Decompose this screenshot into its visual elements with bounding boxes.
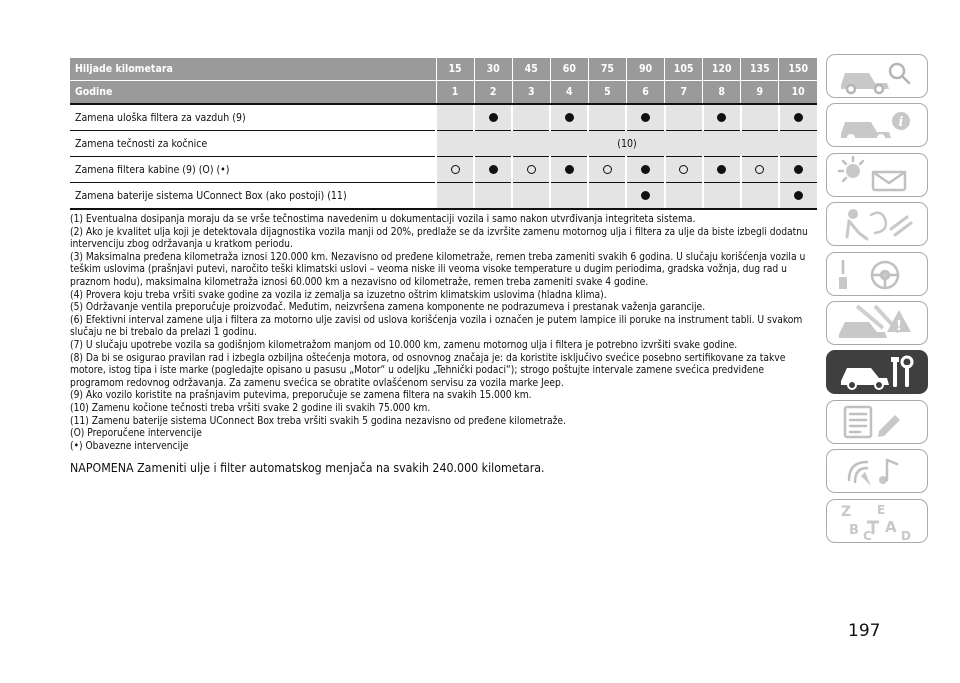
interval-cell [665, 105, 703, 131]
footnote: (•) Obavezne intervencije [70, 440, 189, 452]
table-row [70, 157, 817, 183]
year-header-cell: 2 [474, 81, 512, 104]
tab-car-info[interactable] [826, 103, 928, 147]
km-header-cell: 75 [588, 58, 626, 81]
interval-cell [550, 183, 588, 210]
recommended-ring [603, 165, 612, 174]
footnote: (4) Provera koju treba vršiti svake godine za vozila iz zemalja sa izuzetno oštrim klimatskim uslovima (hladna klima). [70, 289, 607, 301]
tab-road-warning[interactable] [826, 301, 928, 345]
interval-cell [703, 157, 741, 183]
footnote: (2) Ako je kvalitet ulja koji je detektovala dijagnostika vozila manji od 20%, predlaže se da izvršite zamenu motornog ulja i filtera za ulje da biste izbegli dodatnu intervenciju zbog održavanja u kratkom periodu. [70, 226, 808, 251]
year-header-cell: 1 [436, 81, 474, 104]
interval-cell [741, 183, 779, 210]
mandatory-dot [794, 191, 803, 200]
mandatory-dot [717, 113, 726, 122]
interval-cell [588, 183, 626, 210]
km-header-cell: 90 [626, 58, 664, 81]
svg-text:C: C [863, 528, 872, 542]
tab-service-maintenance[interactable] [826, 350, 928, 394]
year-header-cell: 3 [512, 81, 550, 104]
row-label: Zamena filtera kabine (9) (O) (•) [70, 157, 436, 183]
tab-steering-controls[interactable] [826, 252, 928, 296]
interval-cell [779, 105, 817, 131]
svg-text:i: i [898, 115, 904, 131]
recommended-ring [451, 165, 460, 174]
mandatory-dot [794, 165, 803, 174]
svg-text:B: B [849, 522, 859, 538]
document-list-icon [827, 401, 927, 443]
footnote: (8) Da bi se osigurao pravilan rad i izbegla ozbiljna oštećenja motora, od osnovnog značaja je: da koristite isključivo svećice posebno sertifikovane za takve motore, istog tipa i iste marke (pogledajte opisano u pasusu „Motor“ u odeljku „Tehnički podaci“); strogo poštujte intervale zamene svećica predviđene programom redovnog održavanja. Za zamenu svećica se obratite ovlašćenom servisu za vozila marke Jeep. [70, 352, 786, 389]
year-header-cell: 9 [741, 81, 779, 104]
year-header-cell: 6 [626, 81, 664, 104]
km-header-cell: 135 [741, 58, 779, 81]
car-service-tools-icon [827, 351, 927, 393]
interval-cell [741, 105, 779, 131]
interval-cell [474, 183, 512, 210]
interval-cell [626, 105, 664, 131]
year-header-cell: 4 [550, 81, 588, 104]
svg-text:Z: Z [841, 503, 852, 520]
interval-cell [550, 105, 588, 131]
mandatory-dot [565, 113, 574, 122]
km-header-label: Hiljade kilometara [70, 58, 436, 81]
interval-cell [703, 105, 741, 131]
km-header-cell: 60 [550, 58, 588, 81]
footnote: (5) Održavanje ventila preporučuje proizvođač. Međutim, neizvršena zamena komponente ne podrazumeva i prestanak važenja garancije. [70, 302, 706, 314]
footnote: (1) Eventualna dosipanja moraju da se vrše tečnostima navedenim u dokumentaciji vozila i samo nakon utvrđivanja integriteta sistema. [70, 214, 696, 225]
interval-cell [665, 157, 703, 183]
km-header-cell: 105 [665, 58, 703, 81]
mandatory-dot [641, 191, 650, 200]
car-info-icon [827, 104, 927, 146]
tab-multimedia[interactable] [826, 449, 928, 493]
tab-airbag[interactable] [826, 202, 928, 246]
interval-cell [436, 183, 474, 210]
row-label: Zamena tečnosti za kočnice [70, 131, 436, 157]
interval-cell [779, 157, 817, 183]
sun-warning-envelope-icon [827, 154, 927, 196]
year-header-cell: 7 [665, 81, 703, 104]
km-header-cell: 15 [436, 58, 474, 81]
km-header-cell: 30 [474, 58, 512, 81]
interval-cell [626, 157, 664, 183]
mandatory-dot [565, 165, 574, 174]
footnote: (3) Maksimalna pređena kilometraža iznosi 120.000 km. Nezavisno od pređene kilometraže, remen treba zameniti svakih 6 godina. U slučaju korišćenja vozila u teškim uslovima (prašnjavi putevi, naročito teški klimatski uslovi – veoma niske ili veoma visoke temperature u dugim periodima, gradska vožnja, dug rad u praznom hodu), maksimalna kilometraža iznosi 60.000 km a nezavisno od kilometraže, remen treba zameniti svake 4 godine. [70, 251, 806, 288]
mandatory-dot [489, 113, 498, 122]
svg-text:E: E [877, 502, 886, 517]
interval-cell [626, 183, 664, 210]
year-header-cell: 8 [703, 81, 741, 104]
mandatory-dot [794, 113, 803, 122]
recommended-ring [527, 165, 536, 174]
interval-cell [665, 183, 703, 210]
km-header-cell: 120 [703, 58, 741, 81]
interval-cell [550, 157, 588, 183]
year-header-cell: 10 [779, 81, 817, 104]
interval-cell [588, 157, 626, 183]
mandatory-dot [717, 165, 726, 174]
km-header-row [70, 58, 817, 81]
mandatory-dot [641, 165, 650, 174]
maintenance-table [70, 58, 817, 210]
footnote: (11) Zamenu baterije sistema UConnect Box treba vršiti svakih 5 godina nezavisno od pređene kilometraže. [70, 415, 566, 427]
alphabet-index-icon [827, 500, 927, 542]
steering-wheel-controls-icon [827, 253, 927, 295]
km-header-cell: 45 [512, 58, 550, 81]
airbag-person-icon [827, 203, 927, 245]
interval-cell [588, 105, 626, 131]
interval-cell [474, 157, 512, 183]
tab-documentation[interactable] [826, 400, 928, 444]
car-search-icon [827, 55, 927, 97]
mandatory-dot [641, 113, 650, 122]
interval-cell [703, 183, 741, 210]
svg-text:D: D [901, 528, 911, 542]
row-label: Zamena uloška filtera za vazduh (9) [70, 105, 436, 131]
interval-cell [512, 183, 550, 210]
interval-cell [512, 157, 550, 183]
row-label: Zamena baterije sistema UConnect Box (ako postoji) (11) [70, 183, 436, 210]
footnote: (O) Preporučene intervencije [70, 428, 202, 440]
tab-sun-warning[interactable] [826, 153, 928, 197]
km-header-cell: 150 [779, 58, 817, 81]
svg-text:!: ! [896, 318, 902, 334]
navigation-music-icon [827, 450, 927, 492]
tab-index[interactable] [826, 499, 928, 543]
mandatory-dot [489, 165, 498, 174]
car-road-warning-icon [827, 302, 927, 344]
interval-cell [512, 105, 550, 131]
page-number: 197 [848, 621, 881, 641]
main-content [70, 58, 817, 475]
footnote: (7) U slučaju upotrebe vozila sa godišnjom kilometražom manjom od 10.000 km, zamenu motornog ulja i filtera je potrebno izvršiti svake godine. [70, 339, 738, 351]
chapter-sidebar [826, 54, 928, 548]
footnote: (10) Zamenu kočione tečnosti treba vršiti svake 2 godine ili svakih 75.000 km. [70, 402, 431, 414]
interval-cell [779, 183, 817, 210]
table-row [70, 183, 817, 210]
footnotes [70, 214, 817, 453]
napomena-note: NAPOMENA Zameniti ulje i filter automatskog menjača na svakih 240.000 kilometara. [70, 461, 545, 476]
footnote: (9) Ako vozilo koristite na prašnjavim putevima, preporučuje se zamena filtera na svakih 15.000 km. [70, 390, 532, 402]
footnote: (6) Efektivni interval zamene ulja i filtera za motorno ulje zavisi od uslova korišćenja vozila i označen je putem lampice ili poruke na instrument tabli. U svakom slučaju ne bi trebalo da prelazi 1 godinu. [70, 314, 803, 339]
recommended-ring [679, 165, 688, 174]
interval-cell [436, 157, 474, 183]
interval-span-cell: (10) [436, 131, 817, 157]
interval-cell [474, 105, 512, 131]
table-row [70, 105, 817, 131]
years-header-label: Godine [70, 81, 436, 104]
year-header-cell: 5 [588, 81, 626, 104]
interval-cell [741, 157, 779, 183]
table-row [70, 131, 817, 157]
tab-car-search[interactable] [826, 54, 928, 98]
interval-cell [436, 105, 474, 131]
years-header-row [70, 81, 817, 104]
svg-text:A: A [885, 517, 897, 536]
recommended-ring [755, 165, 764, 174]
